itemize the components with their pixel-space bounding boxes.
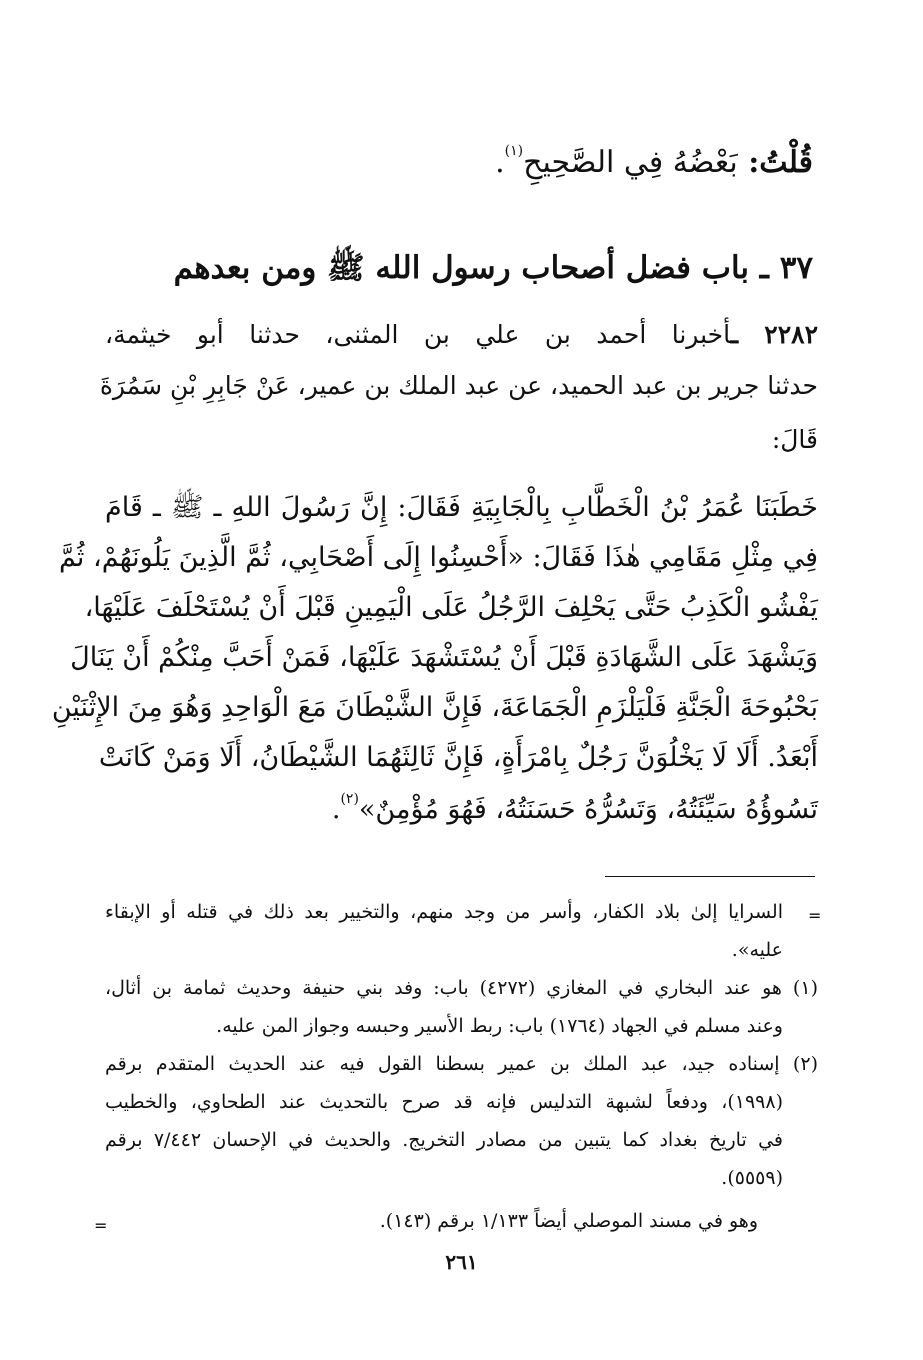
trailing-mark: = [94, 1216, 108, 1235]
qultu-end: . [495, 145, 505, 180]
isnad-line-1-text: أخبرنا أحمد بن علي بن المثنى، حدثنا أبو خيثمة، [105, 320, 731, 349]
chapter-title: ٣٧ ـ باب فضل أصحاب رسول الله ﷺ ومن بعدهم [173, 250, 813, 286]
isnad-line-3: قَالَ: [771, 425, 818, 454]
footnote-carryover-line-1: السرايا إلىٰ بلاد الكفار، وأسر من وجد منهم، والتخيير بعد ذلك في قتله أو الإبقاء [105, 901, 783, 923]
footnote-2-line-2: (١٩٩٨)، ودفعاً لشبهة التدليس فإنه قد صرح بالتحديث عند الطحاوي، والخطيب [105, 1091, 783, 1113]
footnote-separator [605, 876, 815, 877]
matn-line-7 [105, 791, 818, 825]
qultu-lead: قُلْتُ: [748, 145, 813, 180]
matn-line-5: بَحْبُوحَةَ الْجَنَّةِ فَلْيَلْزَمِ الْجَمَاعَةَ، فَإِنَّ الشَّيْطَانَ مَعَ الْوَاحِدِ وَهُوَ مِنَ الإِثْنَيْنِ [51, 692, 818, 723]
matn-line-2: فِي مِثْلِ مَقَامِي هٰذَا فَقَالَ: «أَحْسِنُوا إِلَى أَصْحَابِي، ثُمَّ الَّذِينَ يَلُونَهُمْ، ثُمَّ [58, 542, 818, 573]
matn-line-6: أَبْعَدُ. أَلَا لَا يَخْلُوَنَّ رَجُلٌ بِامْرَأَةٍ، فَإِنَّ ثَالِثَهُمَا الشَّيْطَانُ، أَلَا وَمَنْ كَانَتْ [98, 742, 818, 773]
matn-line-4: وَيَشْهَدَ عَلَى الشَّهَادَةِ قَبْلَ أَنْ يُسْتَشْهَدَ عَلَيْهَا، فَمَنْ أَحَبَّ مِنْكُمْ أَنْ يَنَالَ [70, 642, 818, 673]
footnote-ref-2: (٢) [340, 791, 359, 807]
footnote-1-line-2: وعند مسلم في الجهاد (١٧٦٤) باب: ربط الأسير وحبسه وجواز المن عليه. [216, 1015, 783, 1037]
qultu-line [105, 143, 813, 180]
isnad-line-1 [105, 322, 818, 347]
qultu-text: بَعْضُهُ فِي الصَّحِيحِ [523, 145, 738, 180]
matn-last-end: . [331, 794, 341, 825]
matn-last-text: تَسُوؤُهُ سَيِّئَتُهُ، وَتَسُرُّهُ حَسَنَتُهُ، فَهُوَ مُؤْمِنٌ» [358, 794, 818, 825]
footnote-carryover-line-2: عليه». [731, 939, 783, 961]
footnote-2-line-4: (٥٥٥٩). [721, 1167, 783, 1189]
footnote-1-line-1: (١) هو عند البخاري في المغازي (٤٢٧٢) باب: وفد بني حنيفة وحديث ثمامة بن أثال، [105, 977, 818, 999]
hadith-number: ٢٢٨٢ ـ [730, 320, 818, 349]
footnote-2-extra: وهو في مسند الموصلي أيضاً ١/١٣٣ برقم (١٤٣). [379, 1210, 758, 1232]
continuation-mark: = [808, 906, 822, 925]
footnote-ref-1: (١) [504, 143, 524, 159]
matn-line-1: خَطَبَنَا عُمَرُ بْنُ الْخَطَّابِ بِالْجَابِيَةِ فَقَالَ: إِنَّ رَسُولَ اللهِ ـ ﷺ ـ قَامَ [105, 492, 818, 523]
matn-line-3: يَفْشُو الْكَذِبُ حَتَّى يَحْلِفَ الرَّجُلُ عَلَى الْيَمِينِ قَبْلَ أَنْ يُسْتَحْلَفَ عَلَيْهَا، [84, 592, 818, 623]
footnote-2-line-1: (٢) إسناده جيد، عبد الملك بن عمير بسطنا القول فيه عند الحديث المتقدم برقم [105, 1053, 818, 1075]
page-number: ٢٦١ [445, 1250, 478, 1274]
footnote-2-line-3: في تاريخ بغداد كما يتبين من مصادر التخريج. والحديث في الإحسان ٧/٤٤٢ برقم [105, 1129, 783, 1151]
isnad-line-2: حدثنا جرير بن عبد الحميد، عن عبد الملك بن عمير، عَنْ جَابِرِ بْنِ سَمُرَةَ [99, 371, 818, 400]
